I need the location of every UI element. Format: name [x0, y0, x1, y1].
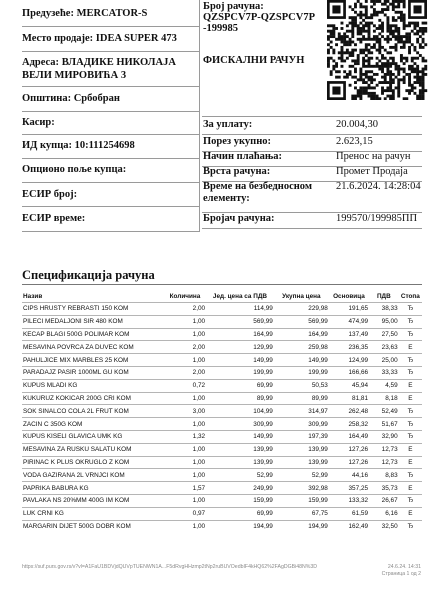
item-quantity: 0,72	[164, 379, 206, 392]
item-base: 44,16	[329, 469, 369, 482]
esir-no-label: ЕСИР број:	[22, 189, 78, 200]
cashier-row	[22, 117, 55, 128]
footer-date: 24.6.24. 14:31	[387, 564, 421, 570]
address-row	[22, 56, 198, 82]
item-base: 127,26	[329, 443, 369, 456]
municipality-row	[22, 93, 120, 104]
item-rate: Ђ	[399, 520, 422, 532]
item-vat: 95,00	[369, 315, 399, 328]
summary-value: Промет Продаја	[336, 166, 408, 177]
place-label: Место продаје:	[22, 33, 94, 44]
item-total: 229,98	[274, 303, 329, 316]
item-name: PARADAJZ PASIR 1000ML GU KOM	[22, 366, 164, 379]
item-quantity: 1,00	[164, 469, 206, 482]
table-row	[22, 456, 422, 469]
item-vat: 32,90	[369, 430, 399, 443]
item-total: 392,98	[274, 482, 329, 495]
column-header-rate: Стопа	[400, 292, 420, 300]
item-name: PIRINAC K PLUS OKRUGLO Z KOM	[22, 456, 164, 469]
item-unit-price: 164,99	[206, 328, 274, 341]
section-title: Спецификација рачуна	[22, 268, 155, 282]
municipality-value: Србобран	[73, 93, 120, 104]
item-vat: 6,16	[369, 507, 399, 520]
table-row	[22, 443, 422, 456]
item-base: 162,49	[329, 520, 369, 532]
item-quantity: 2,00	[164, 341, 206, 354]
item-base: 124,99	[329, 354, 369, 367]
item-base: 61,59	[329, 507, 369, 520]
divider	[22, 206, 200, 207]
item-base: 137,49	[329, 328, 369, 341]
item-base: 127,26	[329, 456, 369, 469]
item-total: 139,99	[274, 456, 329, 469]
summary-value: 199570/199985ПП	[336, 213, 418, 224]
item-unit-price: 249,99	[206, 482, 274, 495]
item-base: 164,49	[329, 430, 369, 443]
item-rate: Ђ	[399, 430, 422, 443]
column-header-name: Назив	[23, 292, 43, 300]
item-total: 50,53	[274, 379, 329, 392]
divider	[22, 86, 200, 87]
receipt-number-value: QZSPCV7P-QZSPCV7P-199985	[203, 12, 316, 34]
table-header-row	[22, 290, 422, 303]
item-total: 197,39	[274, 430, 329, 443]
item-base: 236,35	[329, 341, 369, 354]
receipt-type: ФИСКАЛНИ РАЧУН	[203, 55, 305, 66]
item-base: 133,32	[329, 494, 369, 507]
table-row	[22, 392, 422, 405]
divider	[22, 134, 200, 135]
item-rate: Е	[399, 507, 422, 520]
item-vat: 23,63	[369, 341, 399, 354]
item-name: LUK CRNI KG	[22, 507, 164, 520]
divider	[202, 228, 422, 229]
summary-label: Бројач рачуна:	[203, 213, 275, 224]
item-total: 569,99	[274, 315, 329, 328]
item-base: 262,48	[329, 405, 369, 418]
item-total: 199,99	[274, 366, 329, 379]
esir-time-row	[22, 213, 85, 224]
footer-url: https://suf.purs.gov.rs/v?vl=A1FaU1BDVjdQUVpTUENWN1A...F5dRvgHHzmp2tNp2ruBUVOedbIF4kHQ62%2FAgDGBi48N%3D	[22, 564, 317, 570]
column-divider	[199, 0, 200, 232]
address-value: ВЛАДИКЕ НИКОЛАЈА ВЕЛИ МИРОВИЋА 3	[22, 57, 176, 81]
item-base: 474,99	[329, 315, 369, 328]
item-name: MESAVINA POVRCA ZA DUVEC KOM	[22, 341, 164, 354]
table-row	[22, 469, 422, 482]
place-value: IDEA SUPER 473	[95, 33, 177, 44]
table-row	[22, 507, 422, 520]
item-vat: 12,73	[369, 443, 399, 456]
item-unit-price: 114,99	[206, 303, 274, 316]
column-header-total: Укупна цена	[282, 292, 321, 300]
item-name: ZACIN C 350G KOM	[22, 418, 164, 431]
item-quantity: 1,00	[164, 354, 206, 367]
item-name: MESAVINA ZA RUSKU SALATU KOM	[22, 443, 164, 456]
cashier-label: Касир:	[22, 117, 55, 128]
item-rate: Е	[399, 443, 422, 456]
divider	[22, 182, 200, 183]
item-rate: Е	[399, 341, 422, 354]
item-name: CIPS HRUSTY REBRASTI 150 KOM	[22, 303, 164, 316]
summary-label: За уплату:	[203, 119, 253, 130]
item-base: 357,25	[329, 482, 369, 495]
item-unit-price: 199,99	[206, 366, 274, 379]
table-row	[22, 494, 422, 507]
item-quantity: 1,00	[164, 456, 206, 469]
table-row	[22, 354, 422, 367]
item-total: 67,75	[274, 507, 329, 520]
enterprise-row	[22, 8, 147, 19]
item-name: PAPRIKA BABURA KG	[22, 482, 164, 495]
item-rate: Ђ	[399, 469, 422, 482]
item-name: KECAP BLAGI 500G POLIMAR KOM	[22, 328, 164, 341]
qr-code-graphic	[320, 0, 434, 100]
item-quantity: 1,00	[164, 418, 206, 431]
table-row	[22, 418, 422, 431]
item-base: 81,81	[329, 392, 369, 405]
item-total: 159,99	[274, 494, 329, 507]
item-rate: Ђ	[399, 405, 422, 418]
buyer-id-row	[22, 140, 135, 151]
table-row	[22, 379, 422, 392]
table-row	[22, 328, 422, 341]
divider	[202, 134, 422, 135]
item-total: 52,99	[274, 469, 329, 482]
column-header-unit-price: Јед. цена са ПДВ	[212, 292, 268, 300]
item-unit-price: 89,99	[206, 392, 274, 405]
item-vat: 33,33	[369, 366, 399, 379]
item-quantity: 1,32	[164, 430, 206, 443]
item-vat: 8,18	[369, 392, 399, 405]
item-vat: 25,00	[369, 354, 399, 367]
item-vat: 32,50	[369, 520, 399, 532]
column-header-vat: ПДВ	[376, 292, 391, 300]
divider	[202, 116, 422, 117]
item-rate: Е	[399, 379, 422, 392]
item-total: 89,99	[274, 392, 329, 405]
item-quantity: 1,00	[164, 520, 206, 532]
table-row	[22, 520, 422, 532]
divider	[22, 51, 200, 52]
receipt-number-block	[203, 1, 317, 34]
column-header-base: Основица	[333, 292, 365, 300]
item-vat: 4,59	[369, 379, 399, 392]
item-base: 258,32	[329, 418, 369, 431]
summary-label: Време на безбедносном елементу:	[203, 181, 313, 204]
item-rate: Ђ	[399, 315, 422, 328]
enterprise-value: MERCATOR-S	[76, 8, 148, 19]
place-row	[22, 33, 177, 44]
optional-field-row	[22, 164, 126, 175]
summary-value: 20.004,30	[336, 119, 378, 130]
item-name: KUPUS MLADI KG	[22, 379, 164, 392]
table-row	[22, 482, 422, 495]
item-total: 139,99	[274, 443, 329, 456]
summary-label: Начин плаћања:	[203, 151, 283, 162]
item-unit-price: 69,99	[206, 507, 274, 520]
esir-time-label: ЕСИР време:	[22, 213, 86, 224]
item-quantity: 2,00	[164, 366, 206, 379]
item-name: KUPUS KISELI GLAVICA UMK KG	[22, 430, 164, 443]
item-rate: Е	[399, 482, 422, 495]
item-quantity: 1,57	[164, 482, 206, 495]
item-name: PILECI MEDALJONI SIR 480 KOM	[22, 315, 164, 328]
item-rate: Е	[399, 392, 422, 405]
item-rate: Ђ	[399, 303, 422, 316]
table-row	[22, 366, 422, 379]
item-vat: 35,73	[369, 482, 399, 495]
item-name: PAHULJICE MIX MARBLES 25 KOM	[22, 354, 164, 367]
item-unit-price: 139,99	[206, 443, 274, 456]
divider	[22, 158, 200, 159]
summary-label: Порез укупно:	[203, 136, 272, 147]
item-unit-price: 569,99	[206, 315, 274, 328]
optional-field-label: Опционо поље купца:	[22, 164, 127, 175]
item-name: KUKURUZ KOKICAR 200G CRI KOM	[22, 392, 164, 405]
divider	[22, 231, 200, 232]
divider	[22, 26, 200, 27]
item-unit-price: 149,99	[206, 354, 274, 367]
item-unit-price: 69,99	[206, 379, 274, 392]
item-unit-price: 149,99	[206, 430, 274, 443]
table-row	[22, 405, 422, 418]
item-rate: Ђ	[399, 354, 422, 367]
item-unit-price: 52,99	[206, 469, 274, 482]
item-vat: 38,33	[369, 303, 399, 316]
item-unit-price: 104,99	[206, 405, 274, 418]
table-row	[22, 430, 422, 443]
item-name: VODA GAZIRANA 2L VRNJCI KOM	[22, 469, 164, 482]
esir-no-row	[22, 189, 77, 200]
item-rate: Е	[399, 456, 422, 469]
item-vat: 8,83	[369, 469, 399, 482]
summary-label: Врста рачуна:	[203, 166, 271, 177]
item-rate: Ђ	[399, 366, 422, 379]
table-row	[22, 341, 422, 354]
item-name: MARGARIN DIJET 500G DOBR KOM	[22, 520, 164, 532]
item-total: 149,99	[274, 354, 329, 367]
item-vat: 12,73	[369, 456, 399, 469]
item-vat: 27,50	[369, 328, 399, 341]
address-label: Адреса:	[22, 57, 60, 68]
summary-value: 2.623,15	[336, 136, 373, 147]
item-quantity: 2,00	[164, 303, 206, 316]
item-total: 309,99	[274, 418, 329, 431]
item-rate: Ђ	[399, 494, 422, 507]
item-base: 166,66	[329, 366, 369, 379]
item-unit-price: 194,99	[206, 520, 274, 532]
item-quantity: 0,97	[164, 507, 206, 520]
item-quantity: 1,00	[164, 328, 206, 341]
buyer-id-label: ИД купца:	[22, 140, 73, 151]
municipality-label: Општина:	[22, 93, 72, 104]
item-vat: 51,67	[369, 418, 399, 431]
column-header-quantity: Количина	[169, 292, 201, 300]
section-divider	[22, 284, 422, 285]
item-quantity: 1,00	[164, 443, 206, 456]
item-rate: Ђ	[399, 418, 422, 431]
item-base: 191,65	[329, 303, 369, 316]
items-table	[22, 290, 422, 532]
item-rate: Ђ	[399, 328, 422, 341]
item-quantity: 1,00	[164, 315, 206, 328]
item-quantity: 1,00	[164, 392, 206, 405]
item-quantity: 1,00	[164, 494, 206, 507]
table-row	[22, 303, 422, 316]
item-vat: 26,67	[369, 494, 399, 507]
table-row	[22, 315, 422, 328]
qr-code	[320, 0, 434, 100]
item-total: 194,99	[274, 520, 329, 532]
item-vat: 52,49	[369, 405, 399, 418]
summary-value: 21.6.2024. 14:28:04	[336, 181, 421, 192]
item-base: 45,94	[329, 379, 369, 392]
item-quantity: 3,00	[164, 405, 206, 418]
enterprise-label: Предузеће:	[22, 8, 74, 19]
item-total: 164,99	[274, 328, 329, 341]
buyer-id-value: 10:111254698	[74, 140, 135, 151]
item-total: 314,97	[274, 405, 329, 418]
footer-page: Страница 1 од 2	[381, 571, 421, 577]
item-total: 259,98	[274, 341, 329, 354]
item-unit-price: 309,99	[206, 418, 274, 431]
item-unit-price: 129,99	[206, 341, 274, 354]
receipt-number-label: Број рачуна:	[203, 1, 264, 12]
item-name: SOK SINALCO COLA 2L FRUT KOM	[22, 405, 164, 418]
summary-value: Пренос на рачун	[336, 151, 411, 162]
footer-meta	[382, 564, 421, 578]
item-name: PAVLAKA NS 20%MM 400G IM KOM	[22, 494, 164, 507]
item-unit-price: 159,99	[206, 494, 274, 507]
divider	[22, 111, 200, 112]
item-unit-price: 139,99	[206, 456, 274, 469]
